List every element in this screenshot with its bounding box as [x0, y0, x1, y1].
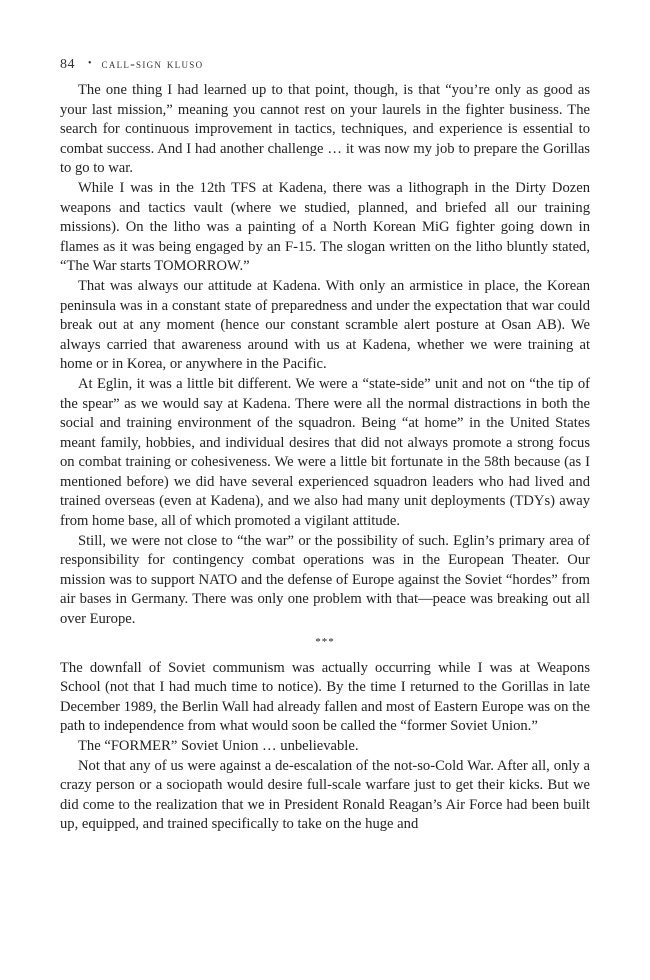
page-number: 84 — [60, 57, 75, 72]
paragraph: The one thing I had learned up to that point, though, is that “you’re only as good as your last mission,” meaning you cannot rest on your laurels in the fighter business. The search for continuous improvement in tactics, techniques, and experience is essential to combat success. And I had another challenge … it was now my job to prepare the Gorillas to go to war. — [60, 82, 590, 177]
paragraph: While I was in the 12th TFS at Kadena, there was a lithograph in the Dirty Dozen weapons and tactics vault (where we studied, planned, and briefed all our training missions). On the litho was a painting of a North Korean MiG fighter going down in flames as it was being engaged by an F-15. The slogan written on the litho bluntly stated, “The War starts TOMORROW.” — [60, 179, 590, 275]
body-text — [60, 81, 590, 835]
running-header — [60, 54, 590, 74]
book-page — [60, 54, 590, 835]
paragraph: Still, we were not close to “the war” or the possibility of such. Eglin’s primary area of responsibility for contingency combat operations was in the European Theater. Our mission was to support NATO and the defense of Europe against the Soviet “hordes” from air bases in Germany. There was only one problem with that—peace was breaking out all over Europe. — [60, 532, 590, 628]
paragraph: At Eglin, it was a little bit different. We were a “state-side” unit and not on “the tip of the spear” as we would say at Kadena. There were all the normal distractions in both the social and training environment of the squadron. Being “at home” in the United States meant family, hobbies, and individual desires that did not always promote a strong focus on combat training or cohesiveness. We were a little bit fortunate in the 58th because (as I mentioned before) we did have several experienced squadron leaders who had lived and trained overseas (even at Kadena), and we also had many unit deployments (TDYs) away from home base, all of which promoted a vigilant attitude. — [60, 375, 590, 530]
paragraph: That was always our attitude at Kadena. With only an armistice in place, the Korean peninsula was in a constant state of preparedness and under the expectation that war could break out at any moment (hence our constant scramble alert posture at Osan AB). We always carried that awareness around with us at Kadena, whether we were training at home or in Korea, or anywhere in the Pacific. — [60, 277, 590, 373]
paragraph: Not that any of us were against a de-escalation of the not-so-Cold War. After all, only a crazy person or a sociopath would desire full-scale warfare just to get their kicks. But we did come to the realization that we in President Ronald Reagan’s Air Force had been built up, equipped, and trained specifically to take on the huge and — [60, 757, 590, 833]
paragraph: The downfall of Soviet communism was actually occurring while I was at Weapons School (not that I had much time to notice). By the time I returned to the Gorillas in late December 1989, the Berlin Wall had already fallen and most of Eastern Europe was on the path to independence from what would soon be called the “former Soviet Union.” — [60, 659, 590, 735]
paragraph: The “FORMER” Soviet Union … unbelievable. — [78, 738, 359, 754]
header-separator: • — [88, 58, 92, 69]
section-break: *** — [315, 635, 335, 648]
book-title: call-sign kluso — [101, 56, 204, 71]
